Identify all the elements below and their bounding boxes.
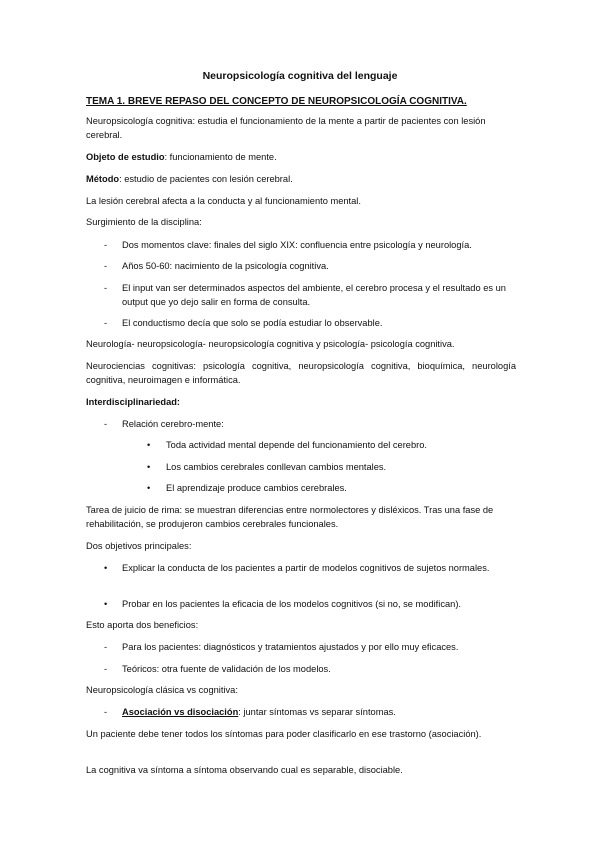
list-item: Dos momentos clave: finales del siglo XIX: confluencia entre psicología y neurología. [122,240,472,250]
asociacion-text: : juntar síntomas vs separar síntomas. [238,707,396,717]
list-item: Relación cerebro-mente: [122,419,224,429]
list-bullet-marker: • [104,563,108,573]
list-dash-marker: - [104,419,108,429]
list-item: El conductismo decía que solo se podía estudiar lo observable. [122,318,383,328]
paragraph-lesion: La lesión cerebral afecta a la conducta y al funcionamiento mental. [86,196,361,206]
list-item: Teóricos: otra fuente de validación de los modelos. [122,664,331,674]
paragraph-neurologia: Neurología- neuropsicología- neuropsicología cognitiva y psicología- psicología cognitiva. [86,339,455,349]
objeto-label: Objeto de estudio [86,152,165,162]
list-bullet-marker: • [147,440,151,450]
list-item: Explicar la conducta de los pacientes a partir de modelos cognitivos de sujetos normales. [122,563,490,573]
list-item: Para los pacientes: diagnósticos y tratamientos ajustados y por ello muy eficaces. [122,642,459,652]
paragraph-surgimiento: Surgimiento de la disciplina: [86,217,202,227]
list-item-asociacion [122,705,522,719]
metodo-label: Método [86,174,120,184]
list-item: El aprendizaje produce cambios cerebrales. [166,483,347,493]
list-dash-marker: - [104,240,108,250]
paragraph-objeto [86,150,516,164]
interdisciplinariedad-label: Interdisciplinariedad: [86,397,181,407]
paragraph-metodo [86,172,516,186]
section-heading: TEMA 1. BREVE REPASO DEL CONCEPTO DE NEUROPSICOLOGÍA COGNITIVA. [86,96,467,107]
paragraph-neurociencias: Neurociencias cognitivas: psicología cognitiva, neuropsicología cognitiva, bioquímica, neurología cognitiva, neuroimagen e informática. [86,361,516,385]
list-item: Años 50-60: nacimiento de la psicología cognitiva. [122,261,329,271]
paragraph-cognitiva: La cognitiva va síntoma a síntoma observando cual es separable, disociable. [86,765,403,775]
paragraph-definition: Neuropsicología cognitiva: estudia el funcionamiento de la mente a partir de pacientes con lesión cerebral. [86,116,486,140]
list-dash-marker: - [104,642,108,652]
list-bullet-marker: • [147,462,151,472]
paragraph-paciente: Un paciente debe tener todos los síntomas para poder clasificarlo en ese trastorno (asociación). [86,729,482,739]
list-item: El input van ser determinados aspectos del ambiente, el cerebro procesa y el resultado es un output que yo dejo salir en forma de consulta. [122,283,506,307]
list-bullet-marker: • [104,599,108,609]
list-item: Probar en los pacientes la eficacia de los modelos cognitivos (si no, se modifican). [122,599,461,609]
list-item: Toda actividad mental depende del funcionamiento del cerebro. [166,440,428,450]
paragraph-clasica: Neuropsicología clásica vs cognitiva: [86,685,238,695]
list-item: Los cambios cerebrales conllevan cambios mentales. [166,462,387,472]
list-dash-marker: - [104,283,108,293]
asociacion-label: Asociación vs disociación [122,707,239,717]
metodo-text: : estudio de pacientes con lesión cerebral. [119,174,293,184]
list-bullet-marker: • [147,483,151,493]
paragraph-tarea-rima: Tarea de juicio de rima: se muestran diferencias entre normolectores y disléxicos. Tras una fase de rehabilitación, se produjeron cambios cerebrales funcionales. [86,505,494,529]
list-dash-marker: - [104,707,108,717]
paragraph-esto-aporta: Esto aporta dos beneficios: [86,620,199,630]
list-dash-marker: - [104,664,108,674]
document-title: Neuropsicología cognitiva del lenguaje [202,70,398,82]
list-dash-marker: - [104,318,108,328]
paragraph-dos-objetivos: Dos objetivos principales: [86,541,192,551]
list-dash-marker: - [104,261,108,271]
paragraph-interdisciplinariedad [86,395,516,409]
objeto-text: : funcionamiento de mente. [164,152,277,162]
